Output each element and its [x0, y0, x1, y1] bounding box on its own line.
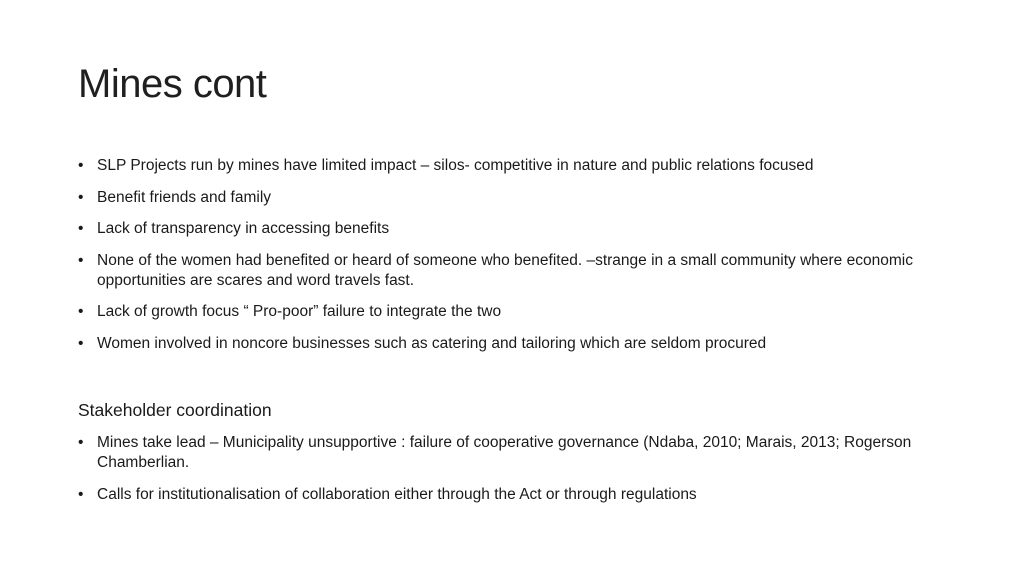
stakeholder-heading: Stakeholder coordination: [78, 400, 272, 420]
bullet-dot-icon: •: [78, 485, 84, 503]
bullet-dot-icon: •: [78, 220, 84, 237]
bullet-dot-icon: •: [78, 251, 84, 269]
bullet-text: Calls for institutionalisation of collaboration either through the Act or through regulations: [97, 485, 697, 503]
bullet-item: [78, 485, 978, 505]
bullet-text: Women involved in noncore businesses such as catering and tailoring which are seldom procured: [97, 334, 767, 352]
bullet-dot-icon: •: [78, 188, 84, 206]
bullet-item: [78, 433, 978, 473]
bullet-text: Lack of transparency in accessing benefits: [97, 220, 390, 237]
bullet-text: Lack of growth focus “ Pro-poor” failure to integrate the two: [97, 303, 502, 320]
bullet-item: [78, 188, 978, 208]
bullet-item: [78, 334, 978, 354]
bullet-list-stakeholder: [78, 433, 978, 516]
bullet-text: Mines take lead – Municipality unsupportive : failure of cooperative governance (Ndaba, 2010; Marais, 2013; Rogerson Chamberlian.: [97, 434, 912, 471]
bullet-dot-icon: •: [78, 303, 84, 320]
bullet-dot-icon: •: [78, 157, 84, 174]
bullet-text: SLP Projects run by mines have limited impact – silos- competitive in nature and public relations focused: [97, 157, 814, 174]
bullet-text: None of the women had benefited or heard of someone who benefited. –strange in a small community where economic opportunities are scares and word travels fast.: [97, 251, 913, 289]
bullet-list-mines: [78, 156, 978, 365]
bullet-item: [78, 219, 978, 239]
bullet-item: [78, 302, 978, 322]
bullet-item: [78, 251, 978, 291]
bullet-dot-icon: •: [78, 334, 84, 352]
bullet-item: [78, 156, 978, 176]
bullet-dot-icon: •: [78, 434, 84, 451]
slide-title: Mines cont: [78, 62, 267, 106]
bullet-text: Benefit friends and family: [97, 188, 272, 206]
